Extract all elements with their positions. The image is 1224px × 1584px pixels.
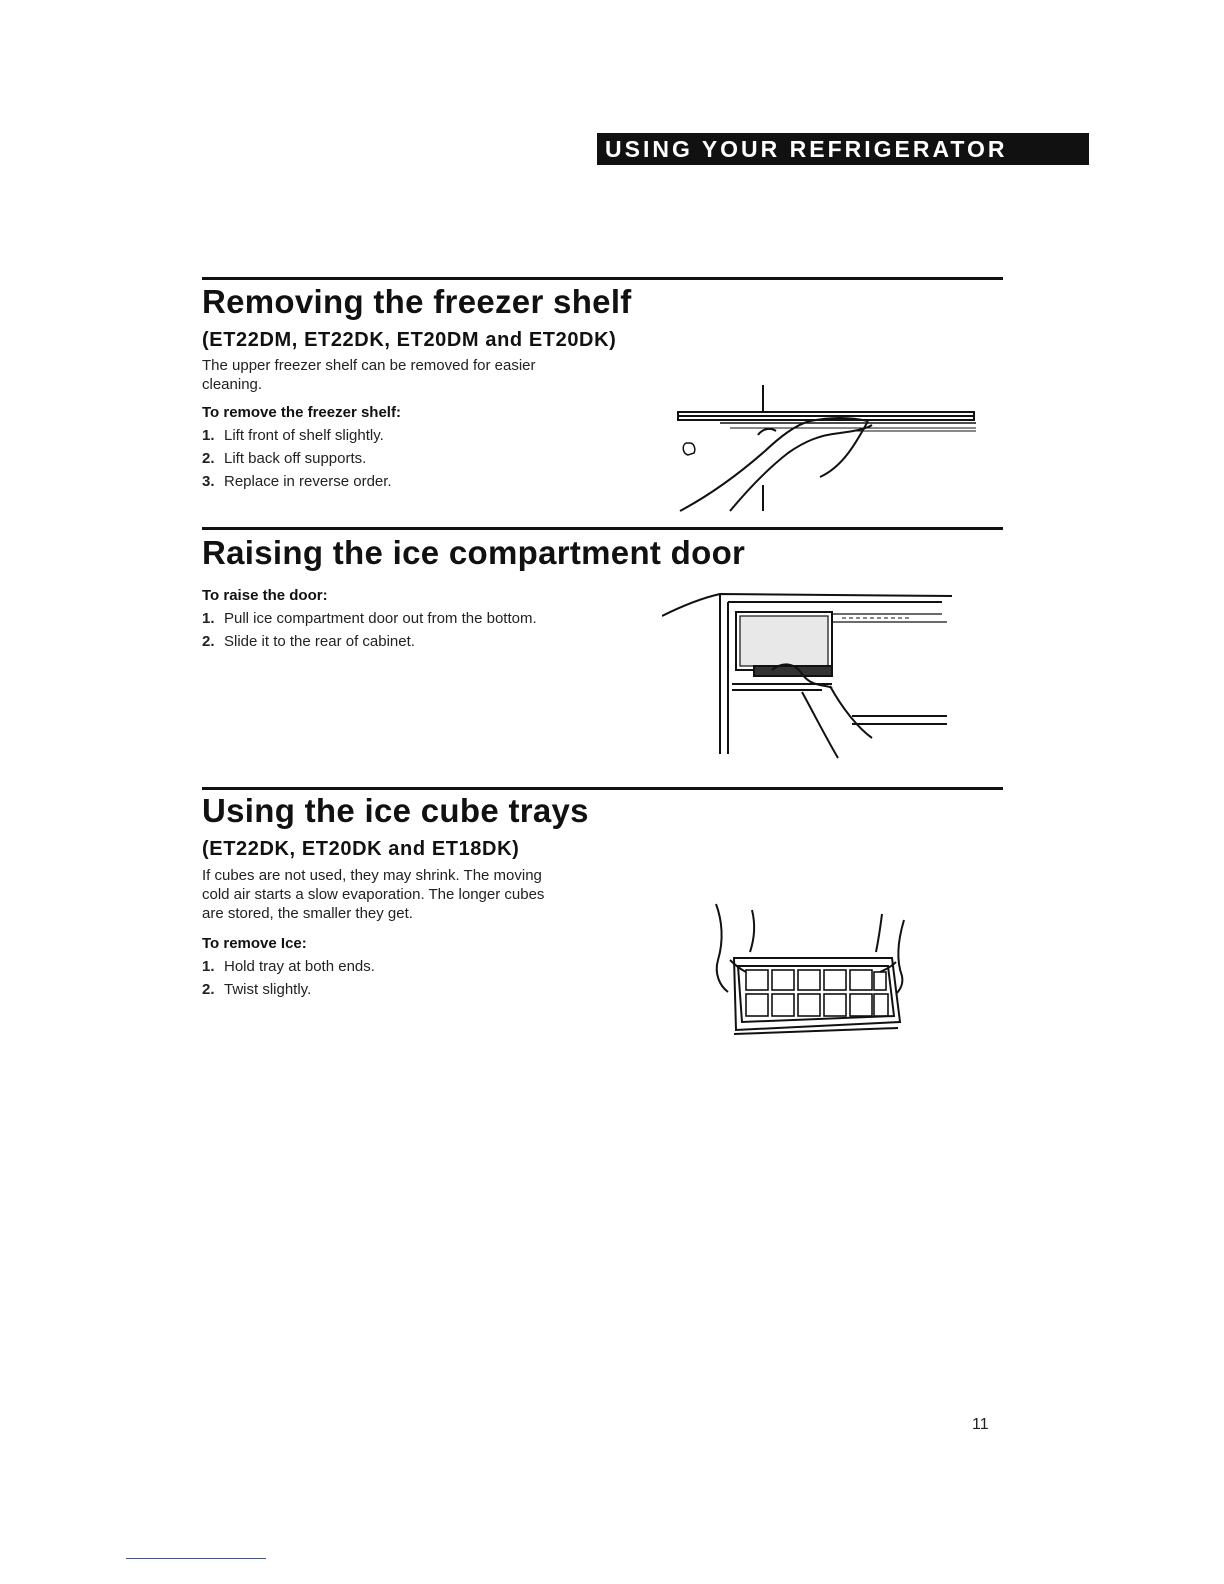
list-item [202, 981, 562, 999]
intro-text: If cubes are not used, they may shrink. The moving cold air starts a slow evaporation. The longer cubes are stored, the smaller they get. [202, 867, 545, 922]
intro-text: The upper freezer shelf can be removed for easier cleaning. [202, 357, 536, 393]
list-item [202, 633, 537, 651]
step-text: Hold tray at both ends. [224, 958, 375, 975]
step-number: 2. [202, 633, 215, 650]
step-text: Lift front of shelf slightly. [224, 427, 384, 444]
section-title-ice-cube-trays: Using the ice cube trays [202, 792, 589, 829]
list-item [202, 473, 562, 491]
steps-list [202, 610, 537, 656]
section-divider [202, 527, 1003, 530]
step-number: 1. [202, 610, 215, 627]
step-number: 1. [202, 427, 215, 444]
step-text: Lift back off supports. [224, 450, 367, 467]
step-text: Replace in reverse order. [224, 473, 392, 490]
step-text: Twist slightly. [224, 981, 312, 998]
list-item [202, 958, 562, 976]
step-number: 2. [202, 981, 215, 998]
section-divider [202, 277, 1003, 280]
steps-heading: To remove Ice: [202, 935, 307, 952]
ice-compartment-illustration [662, 588, 957, 763]
step-number: 1. [202, 958, 215, 975]
steps-list [202, 427, 562, 496]
section-title-ice-door: Raising the ice compartment door [202, 534, 746, 571]
step-number: 3. [202, 473, 215, 490]
step-text: Pull ice compartment door out from the bottom. [224, 610, 537, 627]
steps-heading: To raise the door: [202, 587, 328, 604]
steps-list [202, 958, 562, 1004]
list-item [202, 610, 537, 628]
model-list: (ET22DK, ET20DK and ET18DK) [202, 838, 520, 860]
steps-heading: To remove the freezer shelf: [202, 404, 401, 421]
section-title-freezer-shelf: Removing the freezer shelf [202, 283, 632, 320]
step-number: 2. [202, 450, 215, 467]
page-number: 11 [972, 1416, 989, 1433]
model-list: (ET22DM, ET22DK, ET20DM and ET20DK) [202, 329, 617, 351]
list-item [202, 427, 562, 445]
section-banner: USING YOUR REFRIGERATOR [597, 133, 1089, 165]
step-text: Slide it to the rear of cabinet. [224, 633, 415, 650]
footer-rule [126, 1558, 266, 1559]
ice-cube-tray-illustration [706, 900, 916, 1040]
freezer-shelf-illustration [670, 385, 980, 513]
section-divider [202, 787, 1003, 790]
list-item [202, 450, 562, 468]
